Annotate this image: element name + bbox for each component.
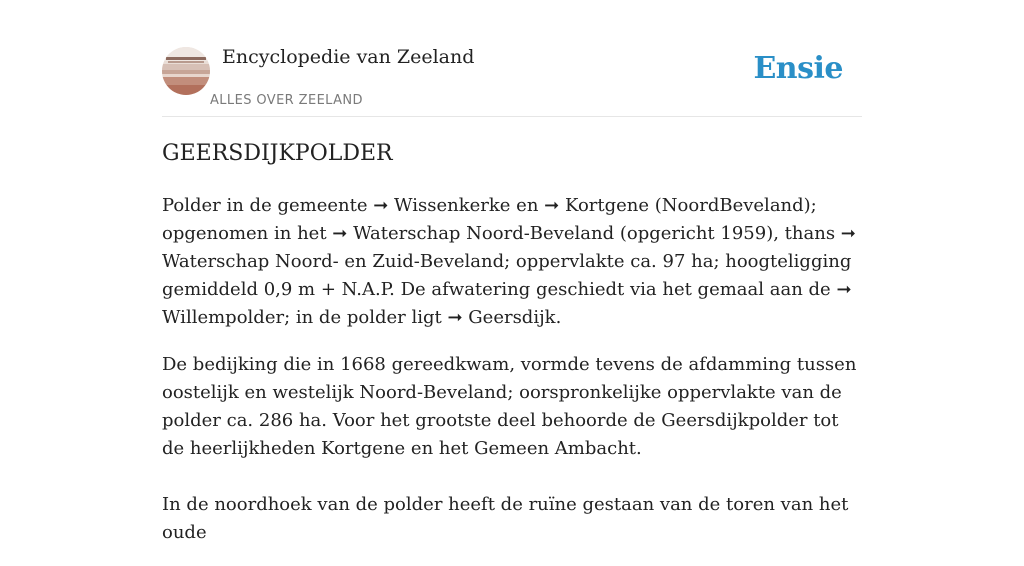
text-fragment: Polder in de gemeente xyxy=(162,195,368,216)
site-logo-avatar[interactable] xyxy=(162,47,210,95)
cross-reference-arrow-icon: ➞ xyxy=(836,279,852,300)
link-waterschap-noord-en-zuid-beveland[interactable]: Waterschap Noord- en Zuid-Beveland xyxy=(162,251,505,272)
link-wissenkerke[interactable]: Wissenkerke xyxy=(394,195,511,216)
link-geersdijk[interactable]: Geersdijk xyxy=(468,307,556,328)
paragraph-2: De bedijking die in 1668 gereedkwam, vormde tevens de afdamming tussen oostelijk en westelijk Noord-Beveland; oorspronkelijke oppervlakte van de polder ca. 286 ha. Voor het grootste deel behoorde de Geersdijkpolder tot de heerlijkheden Kortgene en het Gemeen Ambacht. xyxy=(162,354,857,459)
cross-reference-arrow-icon: ➞ xyxy=(447,307,463,328)
paragraph-3: In de noordhoek van de polder heeft de ruïne gestaan van de toren van het oude xyxy=(162,494,849,543)
link-kortgene[interactable]: Kortgene xyxy=(564,195,650,216)
paragraph-1 xyxy=(162,192,862,332)
cross-reference-arrow-icon: ➞ xyxy=(332,223,348,244)
text-fragment: . xyxy=(555,307,562,328)
ensie-brand-logo[interactable]: Ensie xyxy=(753,51,843,86)
book-stack-image xyxy=(162,47,210,95)
text-fragment: (NoordBeveland); opgenomen in het xyxy=(162,195,817,244)
cross-reference-arrow-icon: ➞ xyxy=(544,195,560,216)
text-fragment: ; oppervlakte ca. 97 ha; hoogteligging gemiddeld 0,9 m + N.A.P. De afwatering geschiedt via het gemaal aan de xyxy=(162,251,852,300)
article-body xyxy=(162,192,862,566)
text-fragment: en xyxy=(516,195,539,216)
article-title: GEERSDIJKPOLDER xyxy=(162,141,393,166)
link-willempolder[interactable]: Willempolder xyxy=(162,307,285,328)
cross-reference-arrow-icon: ➞ xyxy=(373,195,389,216)
text-fragment: ; in de polder ligt xyxy=(284,307,442,328)
site-subtitle: ALLES OVER ZEELAND xyxy=(210,93,363,108)
link-waterschap-noord-beveland[interactable]: Waterschap Noord-Beveland xyxy=(353,223,615,244)
site-header xyxy=(162,0,862,117)
text-fragment: (opgericht 1959), thans xyxy=(619,223,836,244)
cross-reference-arrow-icon: ➞ xyxy=(840,223,856,244)
site-title[interactable]: Encyclopedie van Zeeland xyxy=(222,46,475,68)
page xyxy=(162,0,862,543)
